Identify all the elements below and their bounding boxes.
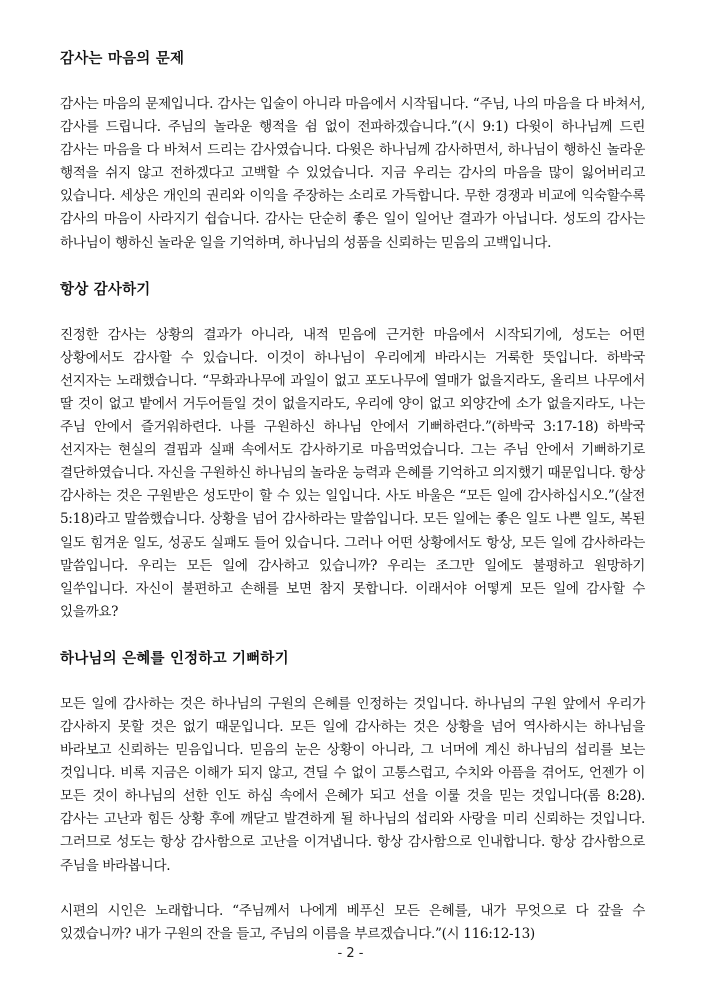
document-page	[60, 48, 645, 970]
section-always-thankful	[60, 279, 645, 624]
body-paragraph: 시편의 시인은 노래합니다. “주님께서 나에게 베푸신 모든 은혜를, 내가 무엇으로 다 갚을 수 있겠습니까? 내가 구원의 잔을 들고, 주님의 이름을 부르겠습니다.”(시 116:12-13)	[60, 902, 645, 942]
section-heading: 하나님의 은혜를 인정하고 기뻐하기	[60, 650, 289, 667]
section-acknowledge-grace	[60, 648, 645, 946]
body-paragraph: 모든 일에 감사하는 것은 하나님의 구원의 은혜를 인정하는 것입니다. 하나님의 구원 앞에서 우리가 감사하지 못할 것은 없기 때문입니다. 모든 일에 감사하는 것은 상황을 넘어 역사하시는 하나님을 바라보고 신뢰하는 믿음입니다. 믿음의 눈은 상황이 아니라, 그 너머에 계신 하나님의 섭리를 보는 것입니다. 비록 지금은 이해가 되지 않고, 견딜 수 없이 고통스럽고, 수치와 아픔을 겪어도, 언젠가 이 모든 것이 하나님의 선한 인도 하심 속에서 은혜가 되고 선을 이룰 것을 믿는 것입니다(롬 8:28). 감사는 고난과 힘든 상황 후에 깨닫고 발견하게 될 하나님의 섭리와 사랑을 미리 신뢰하는 것입니다. 그러므로 성도는 항상 감사함으로 고난을 이겨냅니다. 항상 감사함으로 인내합니다. 항상 감사함으로 주님을 바라봅니다.	[60, 695, 645, 874]
section-heading: 감사는 마음의 문제	[60, 51, 185, 67]
body-paragraph: 진정한 감사는 상황의 결과가 아니라, 내적 믿음에 근거한 마음에서 시작되기에, 성도는 어떤 상황에서도 감사할 수 있습니다. 이것이 하나님이 우리에게 바라시는 거룩한 뜻입니다. 하박국 선지자는 노래했습니다. “무화과나무에 과일이 없고 포도나무에 열매가 없을지라도, 올리브 나무에서 딸 것이 없고 밭에서 거두어들일 것이 없을지라도, 우리에 양이 없고 외양간에 소가 없을지라도, 나는 주님 안에서 즐거워하련다. 나를 구원하신 하나님 안에서 기뻐하련다.”(하박국 3:17-18) 하박국 선지자는 현실의 결핍과 실패 속에서도 감사하기로 마음먹었습니다. 그는 주님 안에서 기뻐하기로 결단하였습니다. 자신을 구원하신 하나님의 놀라운 능력과 은혜를 기억하고 의지했기 때문입니다. 항상 감사하는 것은 구원받은 성도만이 할 수 있는 일입니다. 사도 바울은 “모든 일에 감사하십시오.”(살전 5:18)라고 말씀했습니다. 상황을 넘어 감사하라는 말씀입니다. 모든 일에는 좋은 일도 나쁜 일도, 복된 일도 힘겨운 일도, 성공도 실패도 들어 있습니다. 그러나 어떤 상황에서도 항상, 모든 일에 감사하라는 말씀입니다. 우리는 모든 일에 감사하고 있습니까? 우리는 조그만 일에도 불평하고 원망하기 일쑤입니다. 자신이 불편하고 손해를 보면 참지 못합니다. 이래서야 어떻게 모든 일에 감사할 수 있을까요?	[60, 326, 645, 620]
body-paragraph: 감사는 마음의 문제입니다. 감사는 입술이 아니라 마음에서 시작됩니다. “주님, 나의 마음을 다 바쳐서, 감사를 드립니다. 주님의 놀라운 행적을 쉼 없이 전파하겠습니다.”(시 9:1) 다윗이 하나님께 드린 감사는 마음을 다 바쳐서 드리는 감사였습니다. 다윗은 하나님께 감사하면서, 하나님이 행하신 놀라운 행적을 쉬지 않고 전하겠다고 고백할 수 있었습니다. 지금 우리는 감사의 마음을 많이 잃어버리고 있습니다. 세상은 개인의 권리와 이익을 주장하는 소리로 가득합니다. 무한 경쟁과 비교에 익숙할수록 감사의 마음이 사라지기 쉽습니다. 감사는 단순히 좋은 일이 일어난 결과가 아닙니다. 성도의 감사는 하나님이 행하신 놀라운 일을 기억하며, 하나님의 성품을 신뢰하는 믿음의 고백입니다.	[60, 96, 645, 251]
page-number: - 2 -	[337, 946, 364, 961]
section-heading: 항상 감사하기	[60, 281, 151, 298]
section-gratitude-heart	[60, 48, 645, 255]
